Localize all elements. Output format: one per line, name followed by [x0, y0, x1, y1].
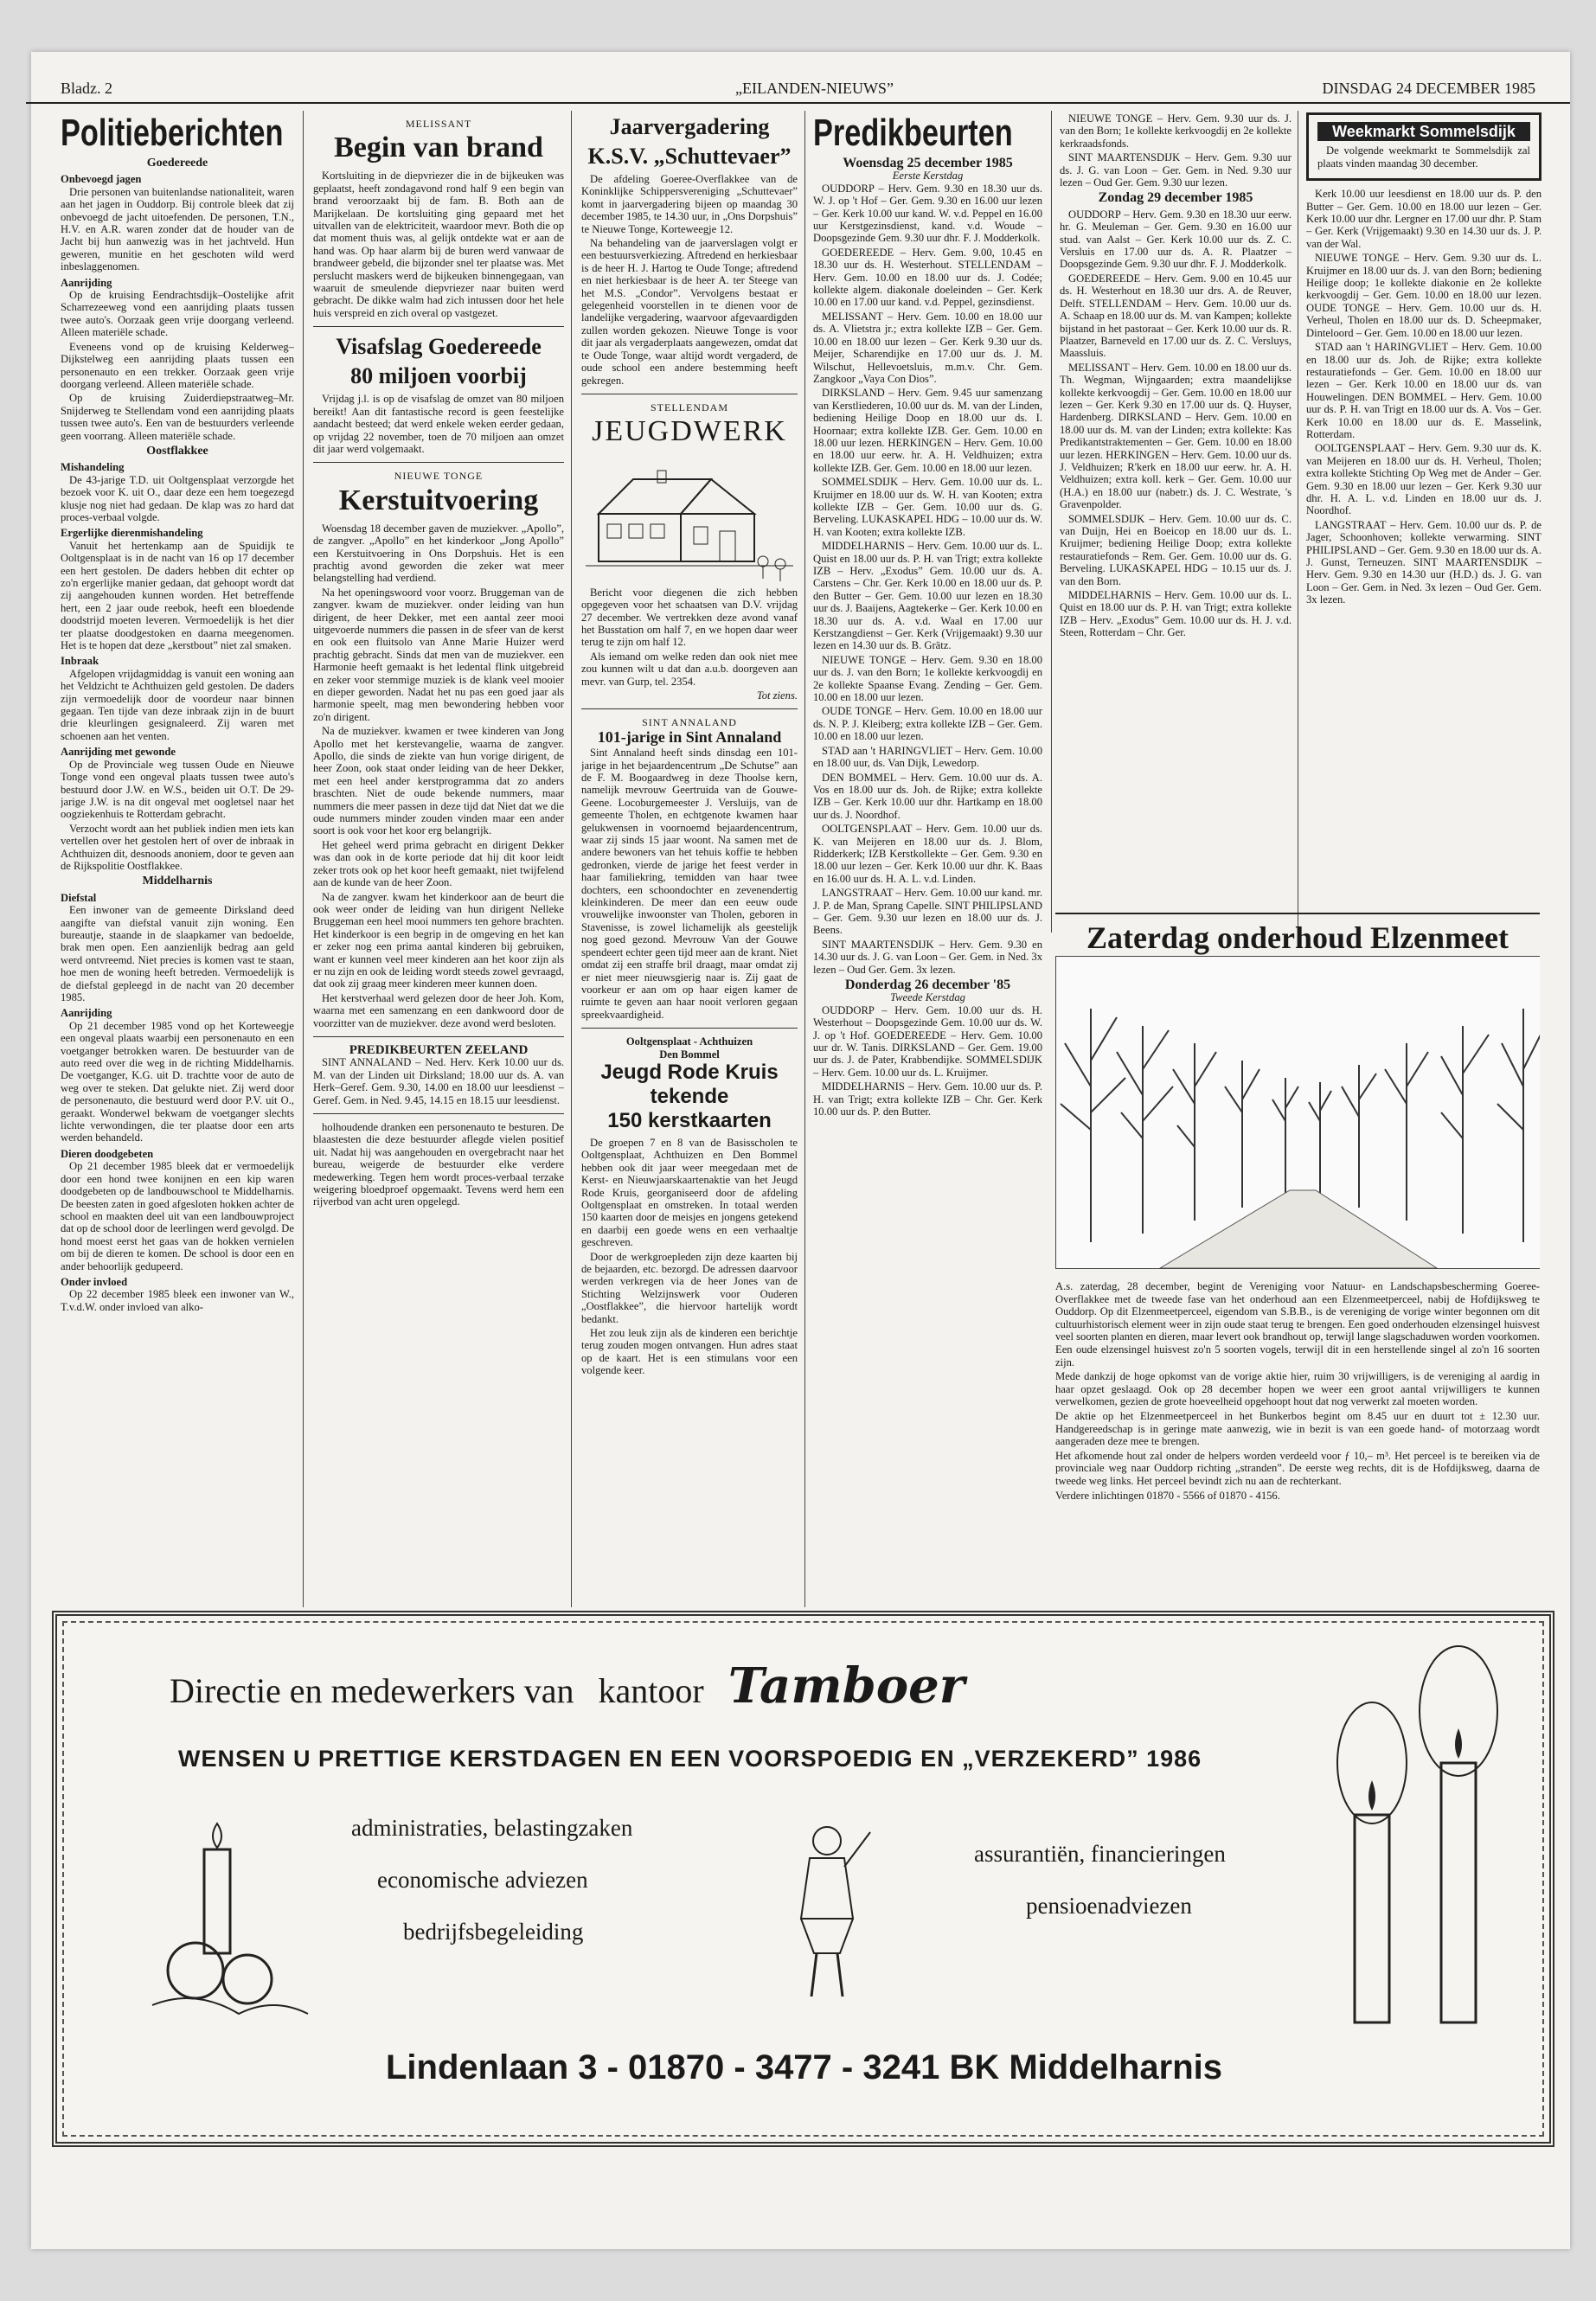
- ad-footer-address: Lindenlaan 3 - 01870 - 3477 - 3241 BK Middelharnis: [386, 2048, 1223, 2086]
- issue-date: DINSDAG 24 DECEMBER 1985: [1322, 80, 1535, 97]
- jrk-title-1: Jeugd Rode Kruis tekende: [600, 1060, 779, 1108]
- kerst-text: Na het openingswoord voor voorz. Bruggeman van de zangver. kwam de muziekver. onder leiding van hun dirigent, de heer Dekker, met een aantal zeer mooi uitgevoerde nummers die passen in de sfeer van de kerst en ook een fluitsolo van Anne Marie Huizer werd prachtig gebracht. Sinds dat men van de muziekver. een Harmonie heeft gemaakt is het ledental flink uitgebreid en zeker voor stemmige muziek is de klank veel mooier en dieper geworden. Nadat het nu pas een goed jaar als harmonie speelt, mag men bewondering hebben voor zo'n dirigent.: [313, 586, 564, 723]
- politie-subhead: Onder invloed: [61, 1275, 128, 1288]
- column-politie: [61, 112, 294, 1600]
- visafslag-title-2: 80 miljoen voorbij: [350, 363, 527, 389]
- divider: [581, 708, 798, 709]
- politie-paragraph: Eveneens vond op de kruising Kelderweg–Dijkstelweg een aanrijding plaats tussen een personenauto en een trekker. Oorzaak geen vrije doorgang verleend. Alleen materiële schade.: [61, 340, 294, 390]
- ad-service: economische adviezen: [377, 1867, 588, 1893]
- kerst-title: Kerstuitvoering: [338, 484, 539, 516]
- politie-paragraph: Een inwoner van de gemeente Dirksland deed aangifte van diefstal vanuit zijn woning. Een bureautje, staande in de slaapkamer van bedoelde, brak men open. Een aanzienlijk bedrag aan geld werd ontvreemd. Niet precies is komen vast te staan, hoe men de woning heeft betreden. Vermoedelijk is de diefstal gepleegd in de nacht van 20 december 1985.: [61, 904, 294, 1003]
- melissant-place: MELISSANT: [405, 118, 472, 130]
- melissant-text: Kortsluiting in de diepvriezer die in de bijkeuken was geplaatst, heeft zondagavond rond half 9 een begin van brand veroorzaakt bij de fam. B. Both aan de Marijkelaan. De kortsluiting ging gepaard met het uitvallen van de elektriciteit, waardoor mevr. Both die op dat moment thuis was, al gelijk ontdekte wat er aan de hand was. Op haar alarm bij de buren werd vanwaar de brandweer gebeld, die bijzonder snel ter plaatse was. Met perslucht maskers werd de bijkeuken binnengegaan, van waaruit de smeulende diepvriezer naar buiten werd gebracht. De dikke walm had zich intussen door het hele huis verspreid en zich overal op vastgezet.: [313, 170, 564, 319]
- predik-entry: STAD aan 't HARINGVLIET – Herv. Gem. 10.00 en 18.00 uur, ds. Van Dijk, Lewedorp.: [813, 744, 1042, 770]
- politie-paragraph: Afgelopen vrijdagmiddag is vanuit een woning aan het Veldzicht te Achthuizen geld gestolen. De daders zijn vermoedelijk door de voordeur naar binnen gegaan. Ten tijde van deze inbraak zijn in de buurt drie kleurlingen gesignaleerd. Zij waren met schoenen aan het venten.: [61, 667, 294, 742]
- predik-entry: OUDE TONGE – Herv. Gem. 10.00 en 18.00 uur ds. N. P. J. Kleiberg; extra kollekte IZB – Ger. Gem. 10.00 en 18.00 uur lezen.: [813, 705, 1042, 743]
- page-number: Bladz. 2: [61, 80, 112, 97]
- column-six: [1306, 112, 1542, 934]
- elzenmeet-article: [1055, 913, 1540, 1605]
- kerst-text: Na de zangver. kwam het kinderkoor aan de beurt die ook weer onder de leiding van hun dirigent Nelleke Bruggeman een heel mooi nummers ten gehore brachten. Het kinderkoor is een begrip in de omgeving en het kan er zeker nog een prima aantal kinderen bij gebruiken, want er kunnen veel meer kinderen aan het koor zijn als er nu zijn en ook de leiding wordt steeds zowel gevraagd, dat ook zij graag meer kinderen meer kunnen doen.: [313, 890, 564, 990]
- predik-entry: OOLTGENSPLAAT – Herv. Gem. 10.00 uur ds. K. van Meijeren en 18.00 uur ds. J. Blom, Ridderkerk; IZB Kerstkollekte – Ger. Gem. 9.30 en 18.00 uur lezen – Ger. Kerk 10.00 uur dhr. K. Baas en 16.00 uur ds. H. A. L. v.d. Linden.: [813, 823, 1042, 885]
- divider: [581, 1028, 798, 1029]
- column-two: [313, 112, 564, 1600]
- weekmarkt-title: Weekmarkt Sommelsdijk: [1317, 122, 1530, 141]
- predik-entry: MIDDELHARNIS – Herv. Gem. 10.00 uur ds. P. H. van Trigt; extra kollekte IZB – Chr. Ger. Kerk 10.00 uur ds. P. den Butter.: [813, 1080, 1042, 1118]
- predik-entry: OUDDORP – Herv. Gem. 9.30 en 18.30 uur eerw. hr. G. Meuleman – Ger. Gem. 9.30 en 16.00 uur stud. van Aalst – Ger. Kerk 10.00 uur ds. Z. C. Versluis en 17.00 uur ds. A. R. Plaatzer – Doopsgezinde Gem. 9.30 uur dhr. F. J. Modderkolk.: [1060, 208, 1292, 271]
- predikbeurten-zeeland-text: SINT ANNALAND – Ned. Herv. Kerk 10.00 uur ds. M. van der Linden uit Dirksland; 18.00 uur ds. A. van Herk–Geref. Gem. 9.30, 14.00 en 18.00 uur leesdienst – Geref. Gem. in Ned. 9.45, 14.15 en 18.15 uur leesdienst.: [313, 1056, 564, 1106]
- kerst-place: NIEUWE TONGE: [394, 470, 484, 483]
- ad-service: bedrijfsbegeleiding: [403, 1919, 584, 1945]
- politie-paragraph: Op de Provinciale weg tussen Oude en Nieuwe Tonge vond een ongeval plaats tussen twee auto's bestuurd door J.W. en W.S., beiden uit O.T. De 29-jarige J.W. is na dit ongeval met oogletsel naar het oogziekenhuis te Rotterdam gebracht.: [61, 758, 294, 821]
- politie-subhead: Inbraak: [61, 655, 99, 668]
- predik-entry: OUDDORP – Herv. Gem. 10.00 uur ds. H. Westerhout – Doopsgezinde Gem. 10.00 uur ds. W. J. op 't Hof. GOEDEREEDE – Herv. Gem. 10.00 uur dr. W. Tanis. DIRKSLAND – Ger. Gem. 19.00 uur ds. J. de Pater, Krabbendijke. SOMMELSDIJK – Herv. Gem. 10.00 uur ds. L. Kruijmer.: [813, 1003, 1042, 1079]
- predik-entry: SOMMELSDIJK – Herv. Gem. 10.00 uur ds. L. Kruijmer en 18.00 uur ds. W. H. van Kooten; extra kollekte IZB – Ger. Gem. 10.00 uur ds. G. Berveling. LUKASKAPEL HDG – 10.00 uur ds. W. H. van Kooten; extra kollekte IZB.: [813, 476, 1042, 538]
- predik-day: Zondag 29 december 1985: [1098, 190, 1253, 206]
- predik-entry: MIDDELHARNIS – Herv. Gem. 10.00 uur ds. L. Quist en 18.00 uur ds. P. H. van Trigt; extra kollekte IZB – Herv. „Exodus” Gem. 10.00 uur ds. H. J. v.d. Steen, Rotterdam – Chr. Ger.: [1060, 589, 1292, 639]
- jarige-text: Sint Annaland heeft sinds dinsdag een 101-jarige in het bejaardencentrum „De Schutse” aan de F. M. Boogaardweg in deze Thoolse kern, namelijk mevrouw Geertruida van de Gouwe-Geene. Locoburgemeester J. Versluijs, van de gemeente Tholen, en echtgenote kwamen haar gelukwensen in voornoemd bejaardencentrum, waar zij sinds 15 jaar woont. Na samen met de andere bewoners van het tehuis koffie te hebben gedronken, vierde de jarige het feest verder in haar familiekring, temidden van haar twee dochters, een schoondochter en zevenendertig kleinkinderen. De meer dan een eeuw oude vrouwelijke inwoonster van Tholen, geboren in Stavenisse, is zowel lichamelijk als geestelijk nog goed gezond. Mevrouw Van der Gouwe spendeert echter geen tijd meer aan de krant. Niet omdat zij een straffe bril draagt, maar omdat zij er niet meer nieuwsgierig naar is. Zij gaat de voorkeur er aan om op haar eigen kamer de ruimte te geven aan haar nooit verloren gegaan spreekvaardigheid.: [581, 747, 798, 1021]
- divider: [313, 326, 564, 327]
- ad-headline: [170, 1657, 965, 1715]
- jaarvergadering-title-1: Jaarvergadering: [609, 114, 770, 139]
- elzenmeet-title: Zaterdag onderhoud Elzenmeet: [1086, 920, 1509, 955]
- predik-entry: DEN BOMMEL – Herv. Gem. 10.00 uur ds. A. Vos en 18.00 uur ds. Joh. de Rijke; extra kollekte IZB – Ger. Kerk 10.00 uur dhr. Hartkamp en 18.00 uur ds. J. Noordhof.: [813, 771, 1042, 821]
- politie-paragraph: Verzocht wordt aan het publiek indien men iets kan vertellen over het gestolen hert of over de inbraak in Achthuizen dit, desnoods anoniem, door te geven aan de Rijkspolitie Oostflakkee.: [61, 822, 294, 872]
- politie-subhead: Mishandeling: [61, 461, 125, 474]
- predik-entry: Kerk 10.00 uur leesdienst en 18.00 uur ds. P. den Butter – Ger. Gem. 10.00 en 18.00 uur lezen – Ger. Kerk 10.00 uur dhr. Lergner en 17.00 uur dhr. P. Stam – Ger. Kerk (Vrijgemaakt) 9.30 en 14.30 uur ds. J. P. van der Wal.: [1306, 188, 1542, 250]
- predik-entry: DIRKSLAND – Herv. Gem. 9.45 uur samenzang van Kerstliederen, 10.00 uur ds. M. van der Linden, bediening Heilige Doop en 18.00 uur ds. I. Hoornaar; extra kollekte IZB. Ger. Gem. 10.00 en 18.00 uur lezen. HERKINGEN – Herv. Gem. 10.00 en 18.00 uur eerw. hr. A. H. Veldhuizen; extra kollekte IZB. Ger. Gem. 10.00 en 18.00 uur lezen.: [813, 387, 1042, 474]
- predik-entry: SINT MAARTENSDIJK – Herv. Gem. 9.30 en 14.30 uur ds. J. G. van Loon – Ger. Gem. in Ned. 3x lezen – Oud Ger. Gem. 3x lezen.: [813, 938, 1042, 976]
- politie-paragraph: Op de kruising Zuiderdiepstraatweg–Mr. Snijderweg te Stellendam vond een aanrijding plaats tussen twee auto's. Een van de bestuurders verleende geen voorrang. Alleen materiële schade.: [61, 392, 294, 442]
- predik-entry: OUDDORP – Herv. Gem. 9.30 en 18.30 uur ds. W. J. op 't Hof – Ger. Gem. 9.30 en 16.00 uur lezen – Ger. Kerk 10.00 uur kand. W. v.d. Peppel en 16.00 uur Kerstgezinsdienst, kand. v.d. Woude – Doopsgezinde Gem. 9.30 uur dhr. F. J. Modderkolk.: [813, 182, 1042, 245]
- christmas-candles-illustration: [1329, 1642, 1519, 2040]
- jrk-text: Het zou leuk zijn als de kinderen een berichtje terug zouden mogen ontvangen. Hun adres staat op de kaart. Het is een stimulans voor een volgende keer.: [581, 1327, 798, 1377]
- column-rule: [804, 111, 805, 1607]
- jeugdwerk-sign: Tot ziens.: [756, 689, 798, 702]
- jaarvergadering-text: De afdeling Goeree-Overflakkee van de Koninklijke Schippersvereniging „Schuttevaer” komt in jaarvergadering bijeen op maandag 30 december 1985, te 14.30 uur, in „Ons Dorpshuis” te Nieuwe Tonge, Korteweegje 12.: [581, 173, 798, 235]
- elzenmeet-text: A.s. zaterdag, 28 december, begint de Vereniging voor Natuur- en Landschapsbescherming Goeree-Overflakkee met de tweede fase van het onderhoud aan een Elzenmeetperceel, nabij de Hofdijksweg te Ouddorp. Op dit Elzenmeetperceel, eigendom van S.B.B., is de vereniging de vorige winter begonnen om dit cultuurhistorisch element weer in zijn oude staat terug te brengen. Een goed onderhouden elzensingel huisvest veel soorten planten en dieren, maar levert ook brandhout op, terwijl lange slagschaduwen worden voorkomen. Een oude elzensingel huisvest zo'n 5 soorten vogels, terwijl dit in een herstellende singel al zo'n 16 soorten zijn.: [1055, 1280, 1540, 1368]
- politie-subhead: Aanrijding: [61, 1007, 112, 1020]
- politie-paragraph: Drie personen van buitenlandse nationaliteit, waren aan het jagen in Ouddorp. Bij controle bleek dat zij onbevoegd de jacht uitoefenden. De personen, T.N., H.V. en A.R. waren zonder dat de houder van de Jacht bij hun aanwezig was in het jachtveld. Hun geweren, munitie en het geschoten wild werd inbeslaggenomen.: [61, 185, 294, 273]
- politie-paragraph: Op 22 december 1985 bleek een inwoner van W., T.v.d.W. onder invloed van alko-: [61, 1288, 294, 1313]
- politie-paragraph: Vanuit het hertenkamp aan de Spuidijk te Ooltgensplaat is in de nacht van 16 op 17 december een hert gestolen. De daders hebben dit echter op zo'n ergerlijke manier gedaan, dat gehoopt wordt dat zij aangehouden kunnen worden. Het betreffende hert, een 2 jaar oude reebok, heeft een bloedende doodstrijd moeten leveren. Vermoedelijk is het dier ter plaatse doodgestoken en daarna meegenomen. Het is te hopen dat deze „kerstbout” niet zal smaken.: [61, 539, 294, 652]
- predik-title: Predikbeurten: [813, 112, 1013, 154]
- predik-entry: SINT MAARTENSDIJK – Herv. Gem. 9.30 uur ds. J. G. van Loon – Ger. Gem. in Ned. 9.30 uur lezen – Oud Ger. Gem. 9.30 uur lezen.: [1060, 151, 1292, 189]
- politie-paragraph: De 43-jarige T.D. uit Ooltgensplaat verzorgde het bezoek voor K. uit O., daar deze een hem toegezegd klusje nog niet had gedaan. De klap was zo hard dat proces-verbaal volgde.: [61, 473, 294, 523]
- politie-subhead: Diefstal: [61, 891, 97, 904]
- column-rule: [1051, 111, 1052, 933]
- predik-day: Donderdag 26 december '85: [844, 977, 1011, 992]
- jarige-title: 101-jarige in Sint Annaland: [597, 727, 782, 746]
- politie-town: Middelharnis: [142, 875, 213, 888]
- column-predikbeurten: [813, 112, 1042, 1600]
- predikbeurten-zeeland-title: PREDIKBEURTEN ZEELAND: [349, 1042, 529, 1057]
- kerst-text: Na de muziekver. kwamen er twee kinderen van Jong Apollo met het kerstevangelie, waarna de zangver. Apollo, die sinds de ziekte van hun vorige dirigent, de heer Zoon, ook staat onder leiding van de heer Dekker, met een heel ander kerstprogramma dat zo anders braschten. Niet de oude bekende nummers, maar nummers die meer passen in deze tijd dat Niet dat we die oude nummers minder zouden vinden maar een ander soort is ook voor het koor erg belangrijk.: [313, 725, 564, 837]
- elzenmeet-trees-illustration: [1055, 956, 1540, 1269]
- jrk-place-2: Den Bommel: [659, 1048, 720, 1061]
- jeugdwerk-title: JEUGDWERK: [592, 415, 787, 448]
- predik-entry: NIEUWE TONGE – Herv. Gem. 9.30 uur ds. L. Kruijmer en 18.00 uur ds. J. van den Born; bediening Heilige doop; 1e kollekte diakonie en 2e kollekte kerkvoogdij – Ger. Gem. 10.00 en 18.00 uur lezen. OUDE TONGE – Herv. Gem. 10.00 uur ds. H. Verheul, Tholen en 18.00 uur ds. D. Scheepmaker, Dinteloord – Ger. Gem. 10.00 en 18.00 uur lezen.: [1306, 252, 1542, 339]
- melissant-title: Begin van brand: [334, 131, 543, 164]
- ad-service: pensioenadviezen: [1026, 1893, 1192, 1919]
- divider: [313, 462, 564, 463]
- header-rule: [26, 102, 1570, 104]
- ad-service: administraties, belastingzaken: [351, 1815, 633, 1841]
- visafslag-text: Vrijdag j.l. is op de visafslag de omzet van 80 miljoen bereikt! Aan dit fantastische record is geen feestelijke aandacht besteed; dat werd enkele weken eerder gedaan, op vrijdag 22 november, toen de 70 miljoen aan omzet dit jaar werd volgemaakt.: [313, 393, 564, 455]
- ad-service: assurantiën, financieringen: [974, 1841, 1226, 1867]
- jeugdwerk-text: Bericht voor diegenen die zich hebben opgegeven voor het schaatsen van D.V. vrijdag 27 december. We vertrekken deze avond vanaf het Busstation om half 7, en we hopen daar weer terug te zijn om half 12.: [581, 586, 798, 649]
- politie-subhead: Aanrijding met gewonde: [61, 746, 176, 759]
- kerst-text: Het kerstverhaal werd gelezen door de heer Joh. Kom, waarna met een samenzang en een dankwoord door de voorzitter van de muziekver. deze avond werd besloten.: [313, 991, 564, 1029]
- elzenmeet-text: De aktie op het Elzenmeetperceel in het Bunkerbos begint om 8.45 uur en duurt tot ± 12.30 uur. Handgereedschap is in geringe mate aanwezig, wie in bezit is van een goede hand- of motorzaag wordt aangeraden deze mee te brengen.: [1055, 1409, 1540, 1448]
- predik-day-sub: Eerste Kerstdag: [892, 170, 964, 183]
- jeugdwerk-place: STELLENDAM: [651, 401, 728, 413]
- ad-brand: Tamboer: [727, 1657, 965, 1715]
- weekmarkt-box: [1306, 112, 1542, 181]
- piper-figure-illustration: [775, 1815, 879, 2005]
- column-rule: [571, 111, 572, 1607]
- politie-subhead: Onbevoegd jagen: [61, 173, 142, 186]
- elzenmeet-text: Het afkomende hout zal onder de helpers worden verdeeld voor ƒ 10,– m³. Het perceel is te bereiken via de provinciale weg naar Ouddorp richting „stranden”. De eerste weg rechts, dit is de Hofdijksweg, daarna de tweede weg links. Het perceel bevindt zich nu aan de rechterkant.: [1055, 1449, 1540, 1487]
- newspaper-name: „EILANDEN-NIEUWS”: [735, 80, 894, 97]
- predik-entry: MIDDELHARNIS – Herv. Gem. 10.00 uur ds. L. Quist en 18.00 uur ds. P. H. van Trigt; extra kollekte IZB – Herv. „Exodus” Gem. 10.00 uur ds. A. Carstens – Chr. Ger. Kerk 10.00 en 18.00 uur ds. P. den Butter – Ger. Gem. 10.00 uur lezen en 18.30 uur ds. J. Baaijens, Aagtekerke – Ger. Kerk 10.00 en 18.30 uur ds. A. v.d. Waal en 17.00 uur Kerstzangdienst – Ger. Kerk (Vrijgemaakt) 9.30 uur lezen en 14.30 uur ds. B. Grätz.: [813, 540, 1042, 652]
- jaarvergadering-title-2: K.S.V. „Schuttevaer”: [587, 144, 792, 169]
- elzenmeet-text: Verdere inlichtingen 01870 - 5566 of 01870 - 4156.: [1055, 1489, 1280, 1502]
- predik-entry: LANGSTRAAT – Herv. Gem. 10.00 uur kand. mr. J. P. de Man, Sprang Capelle. SINT PHILIPSLAND – Ger. Gem. 9.30 uur lezen en 18.00 uur ds. J. Beens.: [813, 887, 1042, 937]
- politie-subhead: Dieren doodgebeten: [61, 1147, 154, 1160]
- jeugdwerk-house-illustration: [581, 453, 798, 583]
- divider: [1055, 913, 1540, 914]
- predik-entry: NIEUWE TONGE – Herv. Gem. 9.30 en 18.00 uur ds. J. van den Born; 1e kollekte kerkvoogdij en 2e kollekte Spaanse Evang. Zending – Ger. Gem. 10.00 en 18.00 uur lezen.: [813, 653, 1042, 704]
- column-three: [581, 112, 798, 1600]
- predik-day-sub: Tweede Kerstdag: [890, 991, 965, 1004]
- jrk-text: Door de werkgroepleden zijn deze kaarten bij de bejaarden, etc. bezorgd. De adressen daarvoor werden verkregen via de heer Jones van de Stichting Welzijnswerk voor Ouderen „Oostflakkee”, die hiervoor hartelijk wordt bedankt.: [581, 1250, 798, 1325]
- jeugdwerk-text: Als iemand om welke reden dan ook niet mee zou kunnen wilt u dat dan a.u.b. doorgeven aan mevr. van Gurp, tel. 2354.: [581, 650, 798, 688]
- predik-entry: MELISSANT – Herv. Gem. 10.00 en 18.00 uur ds. A. Vlietstra jr.; extra kollekte IZB – Ger. Gem. 10.00 en 18.00 uur lezen – Ger. Kerk 9.30 uur ds. Meijer, Scharendijke en 17.00 uur ds. J. M. Wilschut, Hellevoetsluis, m.m.v. Chr. Gem. Zangkoor „Vaya Con Dios”.: [813, 310, 1042, 385]
- predik-entry: MELISSANT – Herv. Gem. 10.00 en 18.00 uur ds. Th. Wegman, Wijngaarden; extra maandelijkse kollekte kerkvoogdij – Ger. Gem. 10.00 en 18.00 uur lezen – Ger. Kerk 9.30 en 17.00 uur ds. Q. Huyser, Hardenberg. DIRKSLAND – Herv. Gem. 10.00 en 18.00 uur ds. M. van der Linden; extra kollekte: Kas Predikantstraktementen – Ger. Gem. 10.00 en 18.00 uur lezen. HERKINGEN – Herv. Gem. 10.00 uur ds. J. Veldhuizen; R'kerk en 18.00 uur eerw. hr. A. H. Veldhuizen; extra koll. kerk – Ger. Gem. 10.00 uur (H.A.) en 18.00 uur (nabetr.) ds. J. C. Westrate, 's Gravenpolder.: [1060, 361, 1292, 511]
- ad-greeting: WENSEN U PRETTIGE KERSTDAGEN EN EEN VOORSPOEDIG EN „VERZEKERD” 1986: [178, 1746, 1202, 1772]
- kerst-text: Het geheel werd prima gebracht en dirigent Dekker was dan ook in de korte periode dat hij dit koor leidt zeker trots ook op het koor heeft gemaakt, niet twijfelend aan de kunde van de heer Zoon.: [313, 838, 564, 889]
- predik-entry: SOMMELSDIJK – Herv. Gem. 10.00 uur ds. C. van Duijn, Hei en Boeicop en 18.00 uur ds. L. Kruijmer; bediening Heilige Doop; extra kollekte restauratiefonds – Rem. Ger. Gem. 10.00 uur ds. G. Berveling. LUKASKAPEL HDG – 10.15 uur ds. J. van den Born.: [1060, 512, 1292, 587]
- jarige-place: SINT ANNALAND: [642, 716, 737, 729]
- divider: [313, 1036, 564, 1037]
- predik-day: Woensdag 25 december 1985: [843, 156, 1013, 170]
- politie-town: Oostflakkee: [146, 444, 208, 458]
- jrk-title-2: 150 kerstkaarten: [607, 1108, 772, 1132]
- predik-entry: GOEDEREEDE – Herv. Gem. 9.00, 10.45 en 18.30 uur ds. H. Westerhout. STELLENDAM – Herv. Gem. 10.00 en 18.00 uur ds. J. Codée; kollekte algem. diakonale doeleinden – Ger. Kerk 10.00 en 17.00 uur kand. v.d. Peppel, gezinsdienst.: [813, 246, 1042, 309]
- jrk-text: De groepen 7 en 8 van de Basisscholen te Ooltgensplaat, Achthuizen en Den Bommel hebben ook dit jaar weer meegedaan met de Kerst- en Nieuwjaarskaartenaktie van het Jeugd Rode Kruis, georganiseerd door de afdeling Ooltgensplaat en omstreken. In totaal werden 150 kaarten door de meisjes en jongens getekend en daarbij een goede wens en een verhaaltje geschreven.: [581, 1136, 798, 1249]
- jrk-place-1: Ooltgensplaat - Achthuizen: [625, 1035, 753, 1048]
- politie-continuation: holhoudende dranken een personenauto te besturen. De blaastesten die deze bestuurder aflegde vielen positief uit. Nadat hij was aangehouden en overgebracht naar het bureau, weigerde de bestuurder elke verdere medewerking. Tegen hem wordt proces-verbaal terzake weigering bloedproef opgemaakt. Tevens werd hem een rijverbod van acht uren opgelegd.: [313, 1121, 564, 1208]
- politie-paragraph: Op de kruising Eendrachtsdijk–Oostelijke afrit Scharrezeeweg vond een aanrijding plaats tussen twee auto's. Oorzaak geen vrije doorgang verleend. Alleen materiële schade.: [61, 289, 294, 339]
- politie-subhead: Aanrijding: [61, 276, 112, 289]
- weekmarkt-text: De volgende weekmarkt te Sommelsdijk zal plaats vinden maandag 30 december.: [1317, 144, 1530, 170]
- politie-title: Politieberichten: [61, 112, 284, 154]
- predik-entry: LANGSTRAAT – Herv. Gem. 10.00 uur ds. P. de Jager, Schoonhoven; kollekte verwarming. SINT PHILIPSLAND – Ger. Gem. 9.30 en 18.00 uur ds. A. J. Gunst, Terneuzen. SINT MAARTENSDIJK – Herv. Gem. 9.30 en 14.30 uur (H.D.) ds. J. G. van Loon – Ger. Gem. in Ned. 3x lezen – Oud Ger. Gem. 3x lezen.: [1306, 518, 1542, 606]
- predik-entry: GOEDEREEDE – Herv. Gem. 9.00 en 10.45 uur ds. H. Westerhout en 18.30 uur drs. A. de Reuver, Delft. STELLENDAM – Herv. Gem. 10.00 uur ds. A. Schaap en 18.00 uur ds. M. van Kampen; kollekte bijstand in het pastoraat – Ger. Kerk 10.00 uur ds. R. Plaatzer, Barneveld en 17.00 uur ds. Z. C. Versluys, Maassluis.: [1060, 272, 1292, 360]
- predik-entry: NIEUWE TONGE – Herv. Gem. 9.30 uur ds. J. van den Born; 1e kollekte kerkvoogdij en 2e kollekte kerkraadsfonds.: [1060, 112, 1292, 150]
- elzenmeet-text: Mede dankzij de hoge opkomst van de vorige aktie hier, ruim 30 vrijwilligers, is de vereniging al aardig in haar opzet geslaagd. Ook op 28 december hopen we weer een groot aantal vrijwilligers te kunnen verwelkomen, gezien de grote hoeveelheid opgehoopt hout dat nog verwerkt zal moeten worden.: [1055, 1370, 1540, 1408]
- predik-entry: STAD aan 't HARINGVLIET – Herv. Gem. 10.00 en 18.00 uur ds. Joh. de Rijke; extra kollekte restauratiefonds – Ger. Gem. 10.00 en 18.00 uur lezen – Ger. Kerk 10.00 en 18.00 uur ds. van Houwelingen. DEN BOMMEL – Herv. Gem. 10.00 uur ds. P. H. van Trigt en 18.00 uur ds. A. Vos – Ger. Kerk 10.00 en 18.00 uur ds. E. Masselink, Rotterdam.: [1306, 341, 1542, 440]
- ad-headline-part1: Directie en medewerkers van: [170, 1671, 574, 1710]
- kerst-text: Woensdag 18 december gaven de muziekver. „Apollo”, de zangver. „Apollo” en het kinderkoor „Jong Apollo” een Kerstuitvoering in Ons Dorpshuis. Het is een prachtig avond geworden die zeker wat meer belangstelling had verdiend.: [313, 522, 564, 585]
- politie-paragraph: Op 21 december 1985 vond op het Korteweegje een ongeval plaats waarbij een personenauto en een voetganger betrokken waren. De bestuurder van de auto reed over die weg in de richting Middelharnis. De voetganger, K.G. uit D. trachtte voor de auto de weg over te steken. Dat gelukte niet. Zij werd door de personenauto, die bestuurd werd door P.V. uit O., geraakt. Wonderwel bekwam de voetganger slechts lichte verwondingen, die ter plaatse door een arts werden behandeld.: [61, 1019, 294, 1144]
- politie-paragraph: Op 21 december 1985 bleek dat er vermoedelijk door een hond twee konijnen en een kip waren doodgebeten op de landbouwschool te Middelharnis. De beesten zaten in goed afgesloten hokken achter de school en maakten deel uit van een landbouwproject dat op de school door de leerlingen werd gevolgd. De hond moest eerst het gaas van de hokken vernielen om bij de dieren te komen. De school is door een en ander behoorlijk gedupeerd.: [61, 1160, 294, 1272]
- predik-entry: OOLTGENSPLAAT – Herv. Gem. 9.30 uur ds. K. van Meijeren en 18.00 uur ds. H. Verheul, Tholen; extra kollekte Stichting Op Weg met de Ander – Ger. Gem. 9.30 en 18.00 uur lezen – Ger. Kerk 9.30 uur dhr. H. A. L. v.d. Linden en 18.00 uur ds. J. Noordhof.: [1306, 442, 1542, 517]
- ad-headline-part2: kantoor: [598, 1671, 704, 1710]
- jaarvergadering-text: Na behandeling van de jaarverslagen volgt er een bestuursverkiezing. Aftredend en herkiesbaar is de heer H. J. Hartog te Oude Tonge; aftredend en niet herkiesbaar is de heer A. ter Steege van het M.S. „Condor”. Vervolgens bestaat er gelegenheid voorstellen in te dienen voor de landelijke vergadering, waarvoor afgevaardigden zullen worden gekozen. Nieuwe Tonge is voor dit jaar als vergaderplaats aangewezen, omdat dat te Oude Tonge, waar altijd wordt vergaderd, de oude school een andere bestemming heeft gekregen.: [581, 237, 798, 387]
- divider: [313, 1113, 564, 1114]
- tamboer-advertisement: [52, 1611, 1554, 2147]
- politie-subhead: Ergerlijke dierenmishandeling: [61, 527, 203, 540]
- visafslag-title-1: Visafslag Goedereede: [336, 334, 542, 360]
- column-predik-continued: [1060, 112, 1292, 934]
- page-header: [26, 80, 1570, 102]
- column-rule: [303, 111, 304, 1607]
- candle-holly-illustration: [144, 1815, 317, 2031]
- politie-town: Goedereede: [146, 157, 208, 170]
